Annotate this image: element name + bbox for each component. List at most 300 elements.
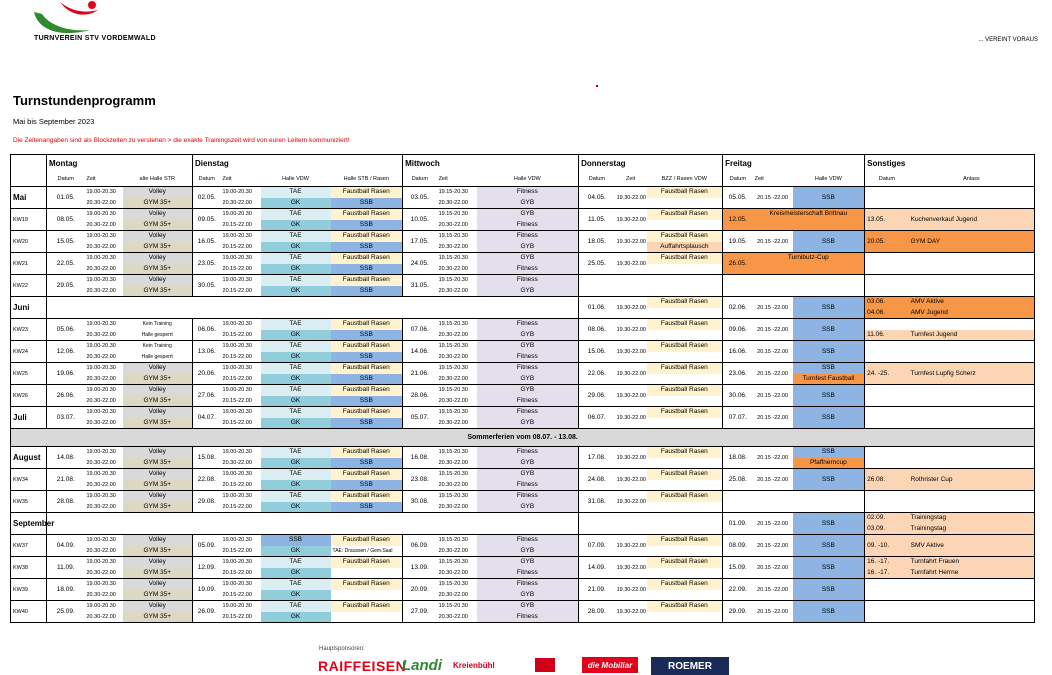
col-venue: BZZ / Rasen VDW: [647, 173, 723, 187]
time-cell: 20.15 -22.00: [753, 469, 793, 491]
activity-cell: GYB: [477, 502, 579, 513]
activity-cell: Volley: [123, 579, 193, 590]
event-name: Kuchenverkauf Jugend: [909, 209, 1035, 231]
time-cell: 20.15 -22.00: [753, 579, 793, 601]
activity-cell: Faustball Rasen: [647, 363, 723, 374]
col-venue: alte Halle STR: [123, 173, 193, 187]
time-cell: 19.15-20.30: [437, 231, 477, 242]
time-cell: 19.00-20.30: [85, 385, 123, 396]
activity-cell: Fitness: [477, 231, 579, 242]
time-cell: 19.00-20.30: [221, 535, 261, 546]
event-name: Rothrister Cup: [909, 469, 1035, 491]
time-cell: 19.00-20.30: [221, 231, 261, 242]
activity-cell: TAE: [261, 469, 331, 480]
day-wednesday: Mittwoch: [403, 155, 579, 173]
activity-cell: Faustball Rasen: [331, 231, 403, 242]
time-cell: 20.30-22.00: [86, 331, 116, 338]
event-date: 24. -25.: [865, 363, 909, 385]
date-cell: 05.07.: [403, 407, 437, 429]
date-cell: 04.05.: [579, 187, 615, 209]
activity-cell: GYB: [477, 546, 579, 557]
day-thursday: Donnerstag: [579, 155, 723, 173]
event-cell: [647, 568, 723, 579]
time-cell: 19.30-22.00: [615, 579, 647, 601]
event-cell: [647, 418, 723, 429]
activity-cell: Faustball Rasen: [331, 385, 403, 396]
schedule-row: [11, 319, 1035, 330]
activity-cell: SSB: [793, 579, 865, 601]
activity-cell: Fitness: [477, 220, 579, 231]
event-cell: [753, 220, 865, 231]
activity-cell: Volley: [123, 447, 193, 458]
sponsor-raiffeisen-logo: RAIFFEISEN: [318, 657, 407, 674]
event-cell: Turnfest Faustball: [793, 374, 865, 385]
date-cell: 29.08.: [193, 491, 221, 513]
time-cell: 19.00-20.30: [85, 535, 123, 546]
date-cell: 08.05.: [47, 209, 85, 231]
activity-cell: Faustball Rasen: [331, 469, 403, 480]
time-cell: 20.15-22.00: [222, 547, 252, 554]
activity-cell: Fitness: [477, 447, 579, 458]
week-label: KW25: [11, 363, 47, 385]
activity-cell: Volley: [123, 385, 193, 396]
date-cell: 10.05.: [403, 209, 437, 231]
activity-cell: GYB: [477, 330, 579, 341]
activity-cell: [331, 568, 403, 579]
empty-block: [865, 491, 1035, 513]
event-name: Trainingstag: [909, 524, 1035, 535]
activity-cell: SSB: [331, 330, 403, 341]
date-cell: 02.05.: [193, 187, 221, 209]
date-cell: 23.08.: [403, 469, 437, 491]
empty-block: [865, 275, 1035, 297]
empty-block: [865, 385, 1035, 407]
schedule-row: [11, 330, 1035, 341]
table-bottom-border: [11, 623, 1035, 624]
event-cell: [647, 458, 723, 469]
activity-cell: GK: [261, 286, 331, 297]
page-title: Turnstundenprogramm: [13, 93, 156, 108]
schedule-row: [11, 231, 1035, 242]
date-cell: 18.09.: [47, 579, 85, 601]
activity-cell: TAE: [261, 491, 331, 502]
activity-cell: GYM 35+: [123, 286, 193, 297]
schedule-row: [11, 447, 1035, 458]
activity-cell: Faustball Rasen: [331, 407, 403, 418]
col-datum: Datum: [193, 173, 221, 187]
col-datum: Datum: [723, 173, 753, 187]
time-cell: 19.15-20.30: [437, 385, 477, 396]
activity-cell: Volley: [123, 231, 193, 242]
event-cell: [647, 220, 723, 231]
time-cell: 19.00-20.30: [221, 579, 261, 590]
event-cell: [647, 546, 723, 557]
activity-cell: SSB: [793, 187, 865, 209]
col-datum: Datum: [579, 173, 615, 187]
time-cell: 20.30-22.00: [86, 265, 116, 272]
week-label: KW35: [11, 491, 47, 513]
event-cell: Pfaffnerncup: [793, 458, 865, 469]
time-cell: 19.00-20.30: [221, 187, 261, 198]
week-label: KW22: [11, 275, 47, 297]
time-cell: 20.30-22.00: [438, 591, 468, 598]
activity-cell: TAE: [261, 385, 331, 396]
activity-cell: Faustball Rasen: [331, 363, 403, 374]
time-cell: 19.15-20.30: [437, 447, 477, 458]
schedule-row: [11, 275, 1035, 286]
activity-cell: Faustball Rasen: [331, 209, 403, 220]
date-cell: 22.06.: [579, 363, 615, 385]
date-cell: 17.08.: [579, 447, 615, 469]
activity-cell: Faustball Rasen: [647, 601, 723, 612]
date-cell: 12.06.: [47, 341, 85, 363]
date-cell: 20.06.: [193, 363, 221, 385]
sponsor-kreienbuehl-logo: Kreienbühl: [453, 661, 495, 670]
week-label: KW21: [11, 253, 47, 275]
activity-cell: TAE: [261, 447, 331, 458]
time-cell: 19.00-20.30: [85, 319, 123, 330]
activity-cell: TAE: [261, 557, 331, 568]
time-cell: 20.15-22.00: [222, 503, 252, 510]
time-cell: 19.00-20.30: [221, 253, 261, 264]
time-cell: 20.30-22.00: [438, 569, 468, 576]
activity-cell: SSB: [793, 447, 865, 458]
event-date: 11.06.: [865, 330, 909, 341]
time-cell: 20.30-22.00: [438, 199, 468, 206]
schedule-table: [10, 154, 1035, 624]
date-cell: 27.06.: [193, 385, 221, 407]
date-cell: 19.05.: [723, 231, 753, 253]
activity-cell: Fitness: [477, 568, 579, 579]
empty-block: [865, 601, 1035, 623]
time-cell: 19.00-20.30: [221, 557, 261, 568]
time-cell: 20.15-22.00: [222, 569, 252, 576]
date-cell: 25.08.: [723, 469, 753, 491]
schedule-row: [11, 363, 1035, 374]
time-cell: 19.30-22.00: [615, 187, 647, 209]
date-cell: 27.09.: [403, 601, 437, 623]
activity-cell: GK: [261, 418, 331, 429]
activity-cell: GYM 35+: [123, 568, 193, 579]
activity-cell: SSB: [331, 242, 403, 253]
date-cell: 30.05.: [193, 275, 221, 297]
schedule-row: [11, 187, 1035, 198]
time-cell: 19.15-20.30: [437, 187, 477, 198]
event-name: Turnfahrt Frauen: [909, 557, 1035, 568]
week-label: KW26: [11, 385, 47, 407]
activity-cell: Faustball Rasen: [647, 557, 723, 568]
month-label: September: [11, 513, 47, 535]
event-cell: [647, 612, 723, 623]
day-other: Sonstiges: [865, 155, 1035, 173]
time-cell: 19.30-22.00: [615, 319, 647, 341]
activity-cell: Halle gesperrt: [141, 331, 173, 338]
activity-cell: GYM 35+: [123, 458, 193, 469]
header-row-columns: [11, 173, 1035, 187]
activity-cell: Faustball Rasen: [647, 231, 723, 242]
date-cell: 14.09.: [579, 557, 615, 579]
time-cell: 20.30-22.00: [438, 221, 468, 228]
activity-cell: Volley: [123, 535, 193, 546]
time-cell: 20.15-22.00: [222, 287, 252, 294]
date-cell: 03.05.: [403, 187, 437, 209]
time-cell: 19.00-20.30: [85, 601, 123, 612]
activity-cell: Fitness: [477, 187, 579, 198]
event-cell: [647, 502, 723, 513]
time-cell: 20.30-22.00: [438, 375, 468, 382]
activity-cell: GYB: [477, 253, 579, 264]
activity-cell: Faustball Rasen: [647, 447, 723, 458]
time-cell: 20.15-22.00: [222, 419, 252, 426]
activity-cell: GYM 35+: [123, 480, 193, 491]
date-cell: 18.08.: [723, 447, 753, 469]
activity-cell: Faustball Rasen: [647, 535, 723, 546]
activity-cell: [331, 590, 403, 601]
date-cell: 19.06.: [47, 363, 85, 385]
activity-cell: SSB: [793, 513, 865, 535]
week-label: KW24: [11, 341, 47, 363]
time-cell: 19.00-20.30: [221, 469, 261, 480]
red-dot: [596, 85, 598, 87]
activity-cell: SSB: [793, 385, 865, 407]
date-cell: 13.06.: [193, 341, 221, 363]
schedule-row: [11, 209, 1035, 220]
time-cell: 20.30-22.00: [86, 591, 116, 598]
time-cell: 19.00-20.30: [85, 469, 123, 480]
date-cell: 05.06.: [47, 319, 85, 341]
activity-cell: GK: [261, 502, 331, 513]
time-cell: 20.30-22.00: [86, 199, 116, 206]
event-cell: [647, 330, 723, 341]
event-cell: [647, 198, 723, 209]
date-cell: 15.09.: [723, 557, 753, 579]
time-cell: 20.30-22.00: [86, 353, 116, 360]
activity-cell: Faustball Rasen: [647, 385, 723, 396]
schedule-row: [11, 297, 1035, 308]
time-cell: 20.15-22.00: [222, 331, 252, 338]
date-cell: 26.06.: [47, 385, 85, 407]
activity-cell: Faustball Rasen: [331, 491, 403, 502]
date-cell: 16.05.: [193, 231, 221, 253]
activity-cell: GYB: [477, 385, 579, 396]
event-date: 16. -17.: [865, 568, 909, 579]
empty-block: [47, 297, 579, 319]
activity-cell: SSB: [793, 469, 865, 491]
month-label: Juni: [11, 297, 47, 319]
activity-cell: SSB: [793, 231, 865, 253]
event-date: 26.08.: [865, 469, 909, 491]
activity-cell: TAE: [261, 275, 331, 286]
time-cell: 19.00-20.30: [85, 231, 123, 242]
time-cell: 19.00-20.30: [85, 407, 123, 418]
time-cell: 20.15 -22.00: [753, 447, 793, 469]
time-cell: 19.30-22.00: [615, 385, 647, 407]
date-cell: 29.05.: [47, 275, 85, 297]
time-cell: 19.00-20.30: [221, 209, 261, 220]
activity-cell: GYM 35+: [123, 502, 193, 513]
time-cell: 20.15-22.00: [222, 221, 252, 228]
time-cell: 20.30-22.00: [86, 419, 116, 426]
date-cell: 28.08.: [47, 491, 85, 513]
date-cell: 03.07.: [47, 407, 85, 429]
activity-cell: SSB: [793, 319, 865, 341]
date-cell: 05.09.: [193, 535, 221, 557]
date-cell: 17.05.: [403, 231, 437, 253]
time-cell: 20.15-22.00: [222, 243, 252, 250]
time-cell: 20.15 -22.00: [753, 297, 793, 319]
activity-cell: GYM 35+: [123, 590, 193, 601]
time-note: Die Zeitenangaben sind als Blockzeiten zu verstehen > die exakte Trainingszeit wird von euren Leitern kommuniziert!: [13, 137, 350, 144]
schedule-row: [11, 513, 1035, 524]
date-cell: 22.09.: [723, 579, 753, 601]
activity-cell: SSB: [331, 220, 403, 231]
event-name: Turnfahrt Herrne: [909, 568, 1035, 579]
schedule-row: [11, 407, 1035, 418]
sponsor-landi-logo: Landi: [402, 657, 442, 674]
event-date: 02.09.: [865, 513, 909, 524]
time-cell: 20.30-22.00: [86, 547, 116, 554]
time-cell: 19.15-20.30: [437, 469, 477, 480]
schedule-row: [11, 568, 1035, 579]
date-cell: 14.06.: [403, 341, 437, 363]
time-cell: 20.30-22.00: [86, 569, 116, 576]
activity-cell: GK: [261, 242, 331, 253]
time-cell: 20.30-22.00: [86, 397, 116, 404]
activity-cell: Fitness: [477, 396, 579, 407]
time-cell: 20.30-22.00: [86, 243, 116, 250]
activity-cell: Volley: [123, 209, 193, 220]
activity-cell: GYB: [477, 590, 579, 601]
day-tuesday: Dienstag: [193, 155, 403, 173]
time-cell: 19.00-20.30: [221, 407, 261, 418]
activity-cell: GYM 35+: [123, 374, 193, 385]
activity-cell: SSB: [793, 341, 865, 363]
date-cell: 06.06.: [193, 319, 221, 341]
activity-cell: Faustball Rasen: [331, 557, 403, 568]
schedule-row: [11, 491, 1035, 502]
time-cell: 19.30-22.00: [615, 535, 647, 557]
activity-cell: TAE: [261, 253, 331, 264]
activity-cell: GYB: [477, 198, 579, 209]
time-cell: 19.00-20.30: [221, 491, 261, 502]
time-cell: 20.30-22.00: [86, 481, 116, 488]
time-cell: 20.15-22.00: [222, 353, 252, 360]
time-cell: 19.15-20.30: [437, 491, 477, 502]
activity-cell: TAE: [261, 363, 331, 374]
activity-cell: Volley: [123, 275, 193, 286]
date-cell: 15.06.: [579, 341, 615, 363]
empty-block: [865, 187, 1035, 209]
activity-cell: GK: [261, 374, 331, 385]
empty-block: [865, 319, 1035, 330]
activity-cell: SSB: [331, 458, 403, 469]
header-row-days: [11, 155, 1035, 173]
time-cell: 20.15 -22.00: [753, 319, 793, 341]
time-cell: 20.30-22.00: [438, 503, 468, 510]
time-cell: 19.00-20.30: [85, 447, 123, 458]
time-cell: 19.15-20.30: [437, 209, 477, 220]
activity-cell: SSB: [793, 535, 865, 557]
activity-cell: GK: [261, 352, 331, 363]
summer-holiday-banner: Sommerferien vom 08.07. - 13.08.: [11, 429, 1035, 447]
time-cell: 20.30-22.00: [86, 459, 116, 466]
event-cell: Kreismeisterschaft Brittnau: [753, 209, 865, 220]
event-date: 09. -10.: [865, 535, 909, 557]
date-cell: 09.05.: [193, 209, 221, 231]
activity-cell: GK: [261, 264, 331, 275]
activity-cell: Fitness: [477, 363, 579, 374]
activity-cell: GYM 35+: [123, 242, 193, 253]
time-cell: 19.30-22.00: [615, 231, 647, 253]
time-cell: 20.30-22.00: [438, 481, 468, 488]
event-name: Turnfest Jugend: [909, 330, 1035, 341]
event-cell: [647, 264, 723, 275]
time-cell: 20.30-22.00: [438, 265, 468, 272]
activity-cell: GK: [261, 480, 331, 491]
activity-cell: SSB: [331, 352, 403, 363]
month-label: Juli: [11, 407, 47, 429]
schedule-row: [11, 385, 1035, 396]
time-cell: 19.00-20.30: [221, 601, 261, 612]
date-cell: 20.09.: [403, 579, 437, 601]
activity-cell: SSB: [261, 535, 331, 546]
event-cell: Turnibutz-Cup: [753, 253, 865, 264]
event-cell: [753, 264, 865, 275]
date-cell: 28.09.: [579, 601, 615, 623]
sponsor-roemer-logo: ROEMER: [651, 657, 729, 675]
time-cell: 20.15 -22.00: [753, 535, 793, 557]
time-cell: 20.15 -22.00: [753, 363, 793, 385]
time-cell: 19.15-20.30: [437, 253, 477, 264]
activity-cell: SSB: [331, 502, 403, 513]
time-cell: 19.30-22.00: [615, 297, 647, 319]
activity-cell: Fitness: [477, 407, 579, 418]
date-cell: 09.06.: [723, 319, 753, 341]
date-cell: 15.08.: [193, 447, 221, 469]
date-cell: 22.05.: [47, 253, 85, 275]
time-cell: 20.30-22.00: [438, 287, 468, 294]
date-cell: 01.06.: [579, 297, 615, 319]
time-cell: 20.30-22.00: [438, 613, 468, 620]
week-label: KW39: [11, 579, 47, 601]
activity-cell: Fitness: [477, 535, 579, 546]
col-datum: Datum: [865, 173, 909, 187]
activity-cell: Kein Training: [123, 341, 193, 352]
sponsor-red-box-logo: [535, 658, 555, 672]
schedule-row: [11, 557, 1035, 568]
date-cell: 01.09.: [723, 513, 753, 535]
date-cell: 29.06.: [579, 385, 615, 407]
activity-cell: SSB: [331, 198, 403, 209]
activity-cell: Faustball Rasen: [331, 187, 403, 198]
time-cell: 20.30-22.00: [438, 547, 468, 554]
time-cell: 20.15 -22.00: [753, 513, 793, 535]
activity-cell: GK: [261, 568, 331, 579]
month-label: August: [11, 447, 47, 469]
event-cell: [647, 480, 723, 491]
activity-cell: Faustball Rasen: [331, 253, 403, 264]
activity-cell: GYB: [477, 209, 579, 220]
activity-cell: Faustball Rasen: [647, 253, 723, 264]
time-cell: 19.30-22.00: [615, 363, 647, 385]
event-cell: [647, 396, 723, 407]
col-zeit: Zeit: [85, 173, 123, 187]
activity-cell: Faustball Rasen: [331, 319, 403, 330]
event-date: 03.09.: [865, 524, 909, 535]
activity-cell: GK: [261, 220, 331, 231]
time-cell: 20.15 -22.00: [753, 187, 793, 209]
time-cell: 20.15 -22.00: [753, 385, 793, 407]
